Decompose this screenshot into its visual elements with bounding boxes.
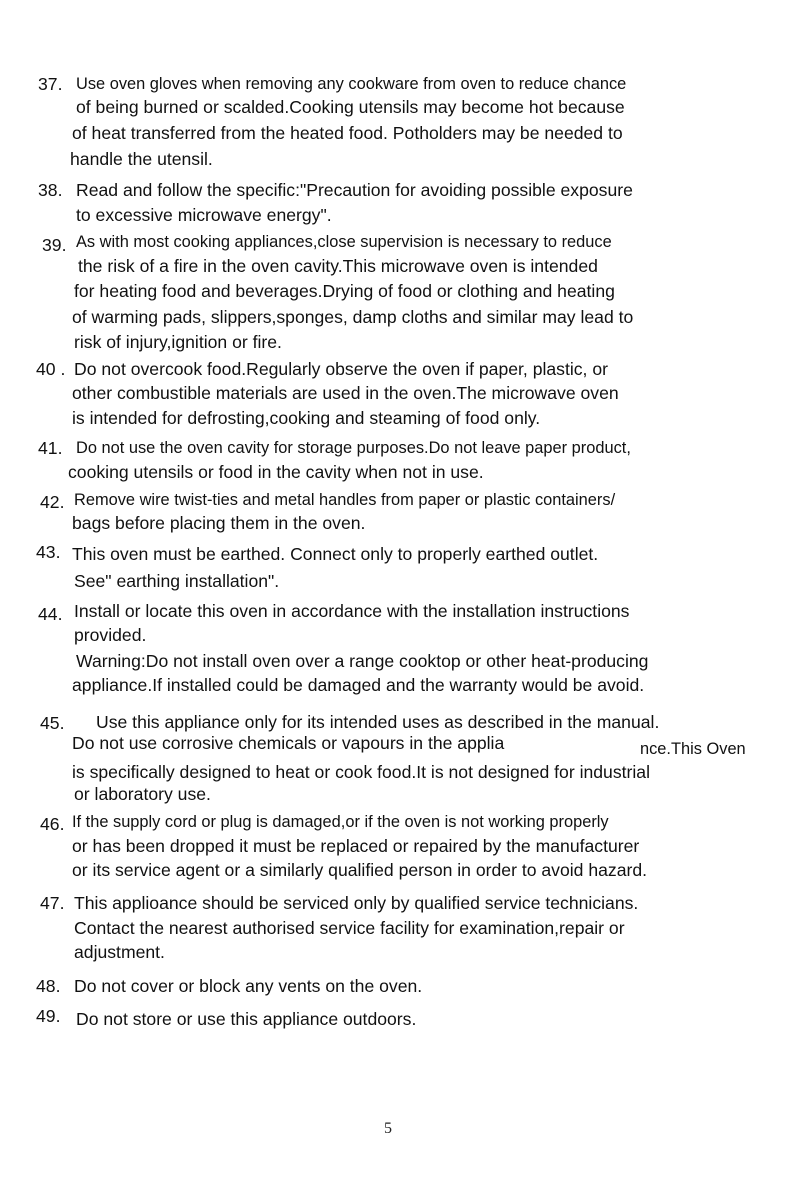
item-46-line-2: or has been dropped it must be replaced or repaired by the manufacturer [72, 836, 640, 856]
item-43-line-1: This oven must be earthed. Connect only to properly earthed outlet. [72, 544, 599, 564]
item-41-line-2: cooking utensils or food in the cavity when not in use. [68, 462, 484, 482]
item-46-line-1: If the supply cord or plug is damaged,or if the oven is not working properly [72, 813, 609, 831]
item-39-line-4: of warming pads, slippers,sponges, damp cloths and similar may lead to [72, 307, 634, 327]
item-44-line-3: Warning:Do not install oven over a range cooktop or other heat-producing [76, 651, 649, 671]
page-number: 5 [384, 1120, 392, 1137]
item-45-line-4: or laboratory use. [74, 784, 211, 804]
item-42-line-2: bags before placing them in the oven. [72, 513, 366, 533]
item-44-line-4: appliance.If installed could be damaged and the warranty would be avoid. [72, 675, 645, 695]
item-number-43: 43. [36, 542, 61, 562]
item-39-line-5: risk of injury,ignition or fire. [74, 332, 282, 352]
item-47-line-3: adjustment. [74, 942, 165, 962]
item-48-line-1: Do not cover or block any vents on the oven. [74, 976, 423, 996]
item-number-44: 44. [38, 604, 63, 624]
item-number-45: 45. [40, 713, 65, 733]
item-40-line-2: other combustible materials are used in the oven.The microwave oven [72, 383, 619, 403]
item-45-line-2-tail: nce.This Oven [640, 740, 746, 758]
item-39-line-1: As with most cooking appliances,close supervision is necessary to reduce [76, 233, 612, 251]
item-37-line-4: handle the utensil. [70, 149, 213, 169]
item-number-48: 48. [36, 976, 61, 996]
item-number-39: 39. [42, 235, 67, 255]
item-39-line-2: the risk of a fire in the oven cavity.This microwave oven is intended [78, 256, 598, 276]
item-number-40: 40 . [36, 359, 66, 379]
item-number-38: 38. [38, 180, 63, 200]
item-38-line-2: to excessive microwave energy". [76, 205, 332, 225]
item-44-line-1: Install or locate this oven in accordance with the installation instructions [74, 601, 630, 621]
item-number-49: 49. [36, 1006, 61, 1026]
item-number-42: 42. [40, 492, 65, 512]
item-37-line-1: Use oven gloves when removing any cookware from oven to reduce chance [76, 75, 627, 93]
item-40-line-1: Do not overcook food.Regularly observe the oven if paper, plastic, or [74, 359, 608, 379]
item-45-line-1: Use this appliance only for its intended uses as described in the manual. [96, 712, 660, 732]
item-39-line-3: for heating food and beverages.Drying of food or clothing and heating [74, 281, 615, 301]
item-46-line-3: or its service agent or a similarly qualified person in order to avoid hazard. [72, 860, 648, 880]
item-number-47: 47. [40, 893, 65, 913]
item-47-line-2: Contact the nearest authorised service facility for examination,repair or [74, 918, 625, 938]
item-42-line-1: Remove wire twist-ties and metal handles from paper or plastic containers/ [74, 491, 616, 509]
item-37-line-3: of heat transferred from the heated food. Potholders may be needed to [72, 123, 623, 143]
item-38-line-1: Read and follow the specific:"Precaution for avoiding possible exposure [76, 180, 633, 200]
item-number-46: 46. [40, 814, 65, 834]
item-49-line-1: Do not store or use this appliance outdoors. [76, 1009, 417, 1029]
item-number-37: 37. [38, 74, 63, 94]
item-37-line-2: of being burned or scalded.Cooking utensils may become hot because [76, 97, 625, 117]
item-45-line-2: Do not use corrosive chemicals or vapours in the applia [72, 733, 505, 753]
item-41-line-1: Do not use the oven cavity for storage purposes.Do not leave paper product, [76, 439, 631, 457]
item-45-line-3: is specifically designed to heat or cook food.It is not designed for industrial [72, 762, 650, 782]
item-44-line-2: provided. [74, 625, 147, 645]
item-number-41: 41. [38, 438, 63, 458]
item-40-line-3: is intended for defrosting,cooking and steaming of food only. [72, 408, 541, 428]
item-43-line-2: See" earthing installation". [74, 571, 280, 591]
item-47-line-1: This applioance should be serviced only by qualified service technicians. [74, 893, 639, 913]
